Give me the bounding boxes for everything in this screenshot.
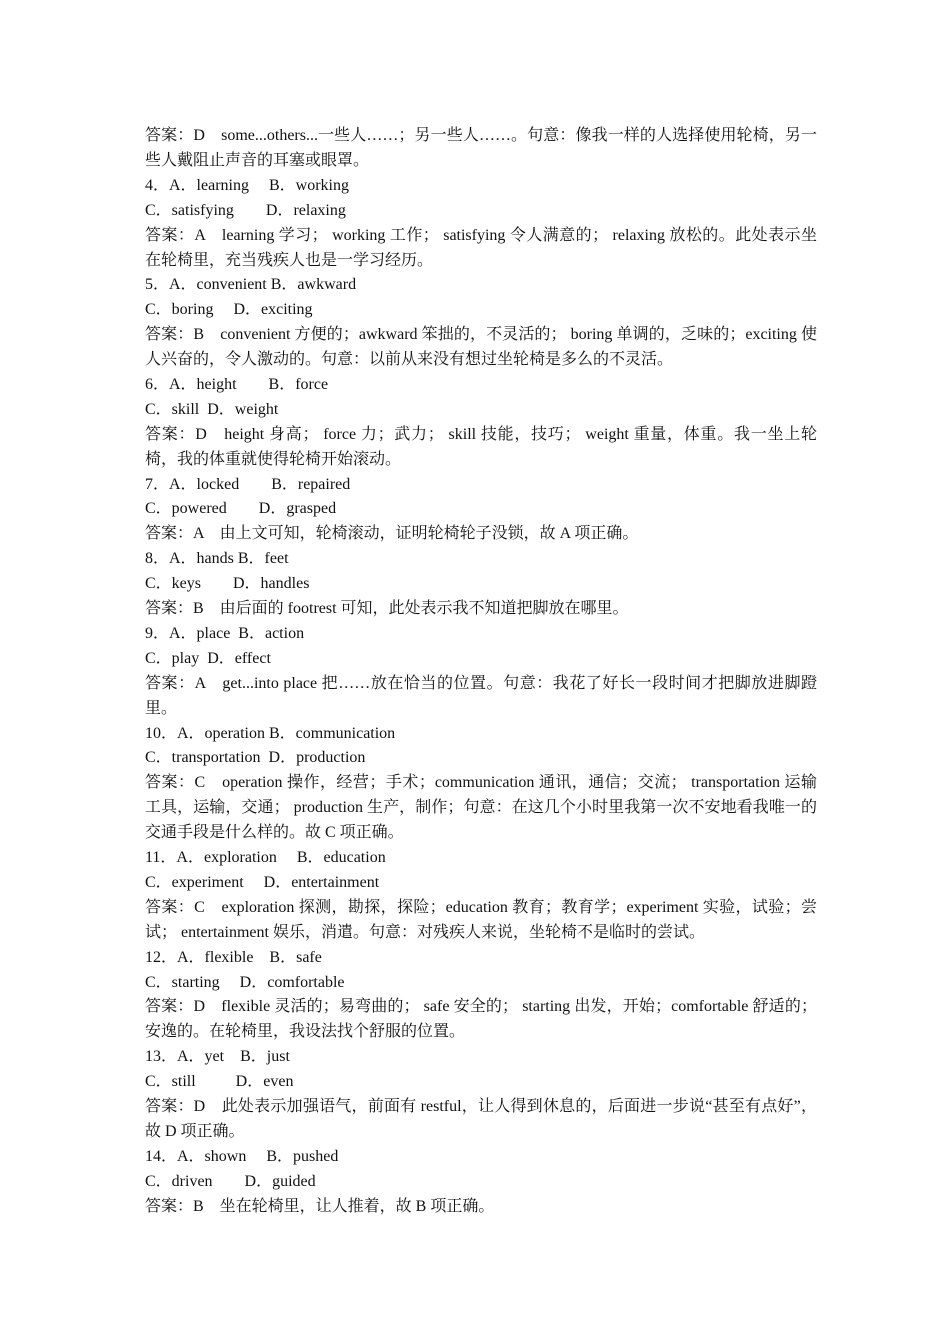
document-page	[145, 124, 817, 1219]
answer-paragraph: 答案：D flexible 灵活的；易弯曲的； safe 安全的； starting 出发，开始；comfortable 舒适的；安逸的。在轮椅里，我设法找个舒服的位置。	[145, 998, 817, 1041]
option-line: 14．A．shown B．pushed	[145, 1147, 339, 1165]
option-line: 11．A．exploration B．education	[145, 849, 386, 867]
option-line: C．boring D．exciting	[145, 301, 313, 319]
option-line: 8．A．hands B．feet	[145, 550, 289, 568]
option-line: C．play D．effect	[145, 649, 271, 667]
option-line: C．still D．even	[145, 1073, 294, 1091]
answer-paragraph: 答案：C operation 操作，经营；手术；communication 通讯，通信；交流； transportation 运输工具，运输，交通； production 生产，制作；句意：在这几个小时里我第一次不安地看我唯一的交通手段是什么样的。故 C 项正确。	[145, 774, 817, 842]
answer-paragraph: 答案：B convenient 方便的；awkward 笨拙的，不灵活的； boring 单调的，乏味的；exciting 使人兴奋的，令人激动的。句意：以前从来没有想过坐轮椅是多么的不灵活。	[145, 326, 817, 369]
answer-paragraph: 答案：C exploration 探测，勘探，探险；education 教育；教育学；experiment 实验，试验；尝试； entertainment 娱乐，消遣。句意：对残疾人来说，坐轮椅不是临时的尝试。	[145, 898, 817, 941]
option-line: C．powered D．grasped	[145, 500, 337, 518]
option-line: 9．A．place B．action	[145, 624, 305, 642]
option-line: C．keys D．handles	[145, 575, 310, 593]
answer-paragraph: 答案：D some...others...一些人……；另一些人……。句意：像我一样的人选择使用轮椅，另一些人戴阻止声音的耳塞或眼罩。	[145, 127, 817, 169]
answer-paragraph: 答案：A get...into place 把……放在恰当的位置。句意：我花了好长一段时间才把脚放进脚蹬里。	[145, 674, 817, 717]
option-line: 13．A．yet B．just	[145, 1048, 290, 1066]
option-line: C．starting D．comfortable	[145, 973, 345, 991]
option-line: 7．A．locked B．repaired	[145, 475, 351, 493]
option-line: 12．A．flexible B．safe	[145, 948, 322, 966]
option-line: 5．A．convenient B．awkward	[145, 276, 357, 294]
option-line: 6．A．height B．force	[145, 376, 329, 393]
answer-paragraph: 答案：D 此处表示加强语气，前面有 restful，让人得到休息的，后面进一步说“甚至有点好”，故 D 项正确。	[145, 1098, 817, 1140]
answer-paragraph: 答案：B 由后面的 footrest 可知，此处表示我不知道把脚放在哪里。	[145, 600, 629, 618]
answer-paragraph: 答案：A learning 学习； working 工作； satisfying 令人满意的； relaxing 放松的。此处表示坐在轮椅里，充当残疾人也是一学习经历。	[145, 226, 817, 269]
option-line: C．satisfying D．relaxing	[145, 201, 346, 219]
answer-paragraph: 答案：B 坐在轮椅里，让人推着，故 B 项正确。	[145, 1197, 495, 1215]
option-line: 10．A．operation B．communication	[145, 724, 396, 742]
option-line: C．transportation D．production	[145, 749, 366, 767]
answer-paragraph: 答案：A 由上文可知，轮椅滚动，证明轮椅轮子没锁，故 A 项正确。	[145, 525, 639, 543]
option-line: C．experiment D．entertainment	[145, 873, 380, 891]
answer-paragraph: 答案：D height 身高； force 力；武力； skill 技能，技巧； weight 重量，体重。我一坐上轮椅，我的体重就使得轮椅开始滚动。	[145, 425, 817, 468]
option-line: C．skill D．weight	[145, 400, 279, 418]
option-line: C．driven D．guided	[145, 1172, 316, 1190]
option-line: 4．A．learning B．working	[145, 176, 349, 194]
